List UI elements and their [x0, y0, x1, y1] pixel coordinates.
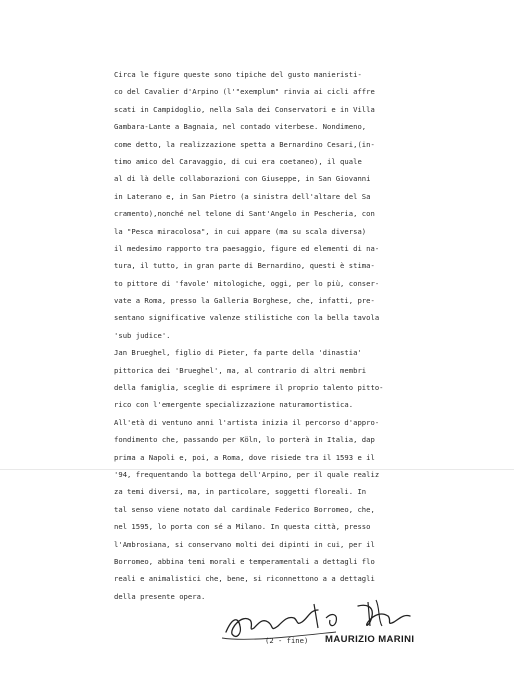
text-line: scati in Campidoglio, nella Sala dei Conservatori e in Villa [114, 104, 375, 114]
text-line: Gambara-Lante a Bagnaia, nel contado viterbese. Nondimeno, [114, 122, 367, 132]
text-line: il medesimo rapporto tra paesaggio, figure ed elementi di na- [114, 243, 380, 253]
end-note: (2 - fine) [265, 636, 309, 645]
text-line: to pittore di 'favole' mitologiche, oggi, per lo più, conser- [114, 278, 380, 288]
text-line: della famiglia, sceglie di esprimere il proprio talento pitto- [114, 383, 384, 393]
text-line: fondimento che, passando per Köln, lo porterà in Italia, dap [114, 435, 375, 445]
text-line: cramento),nonché nel telone di Sant'Angelo in Pescheria, con [114, 209, 375, 219]
text-line: della presente opera. [114, 591, 206, 601]
text-line: 'sub judice'. [114, 330, 171, 340]
author-name: MAURIZIO MARINI [325, 634, 415, 645]
text-line: Borromeo, abbina temi morali e temperamentali a dettagli flo [114, 556, 375, 566]
text-line: in Laterano e, in San Pietro (a sinistra dell'altare del Sa [114, 191, 371, 201]
text-line: reali e animalistici che, bene, si riconnettono a a dettagli [114, 574, 375, 584]
text-line: sentano significative valenze stilistiche con la bella tavola [114, 313, 380, 323]
text-line: Jan Brueghel, figlio di Pieter, fa parte della 'dinastia' [114, 348, 362, 358]
text-line: l'Ambrosiana, si conservano molti dei dipinti in cui, per il [114, 539, 375, 549]
text-line: vate a Roma, presso la Galleria Borghese, che, infatti, pre- [114, 296, 375, 306]
text-line: Circa le figure queste sono tipiche del gusto manieristi- [114, 70, 362, 79]
text-line: pittorica dei 'Brueghel', ma, al contrario di altri membri [114, 365, 367, 375]
text-line: al di là delle collaborazioni con Giuseppe, in San Giovanni [114, 174, 371, 184]
document-body [114, 66, 454, 605]
signature-icon [218, 596, 458, 656]
text-line: la "Pesca miracolosa", in cui appare (ma su scala diversa) [114, 226, 367, 236]
handwritten-signature [218, 596, 458, 656]
text-line: '94, frequentando la bottega dell'Arpino, per il quale realiz [114, 469, 380, 479]
text-line: nel 1595, lo porta con sé a Milano. In questa città, presso [114, 522, 371, 532]
text-line: timo amico del Caravaggio, di cui era coetaneo), il quale [114, 156, 362, 166]
text-line: za temi diversi, ma, in particolare, soggetti floreali. In [114, 487, 367, 497]
text-line: rico con l'emergente specializzazione naturamortistica. [114, 400, 354, 410]
text-line: tal senso viene notato dal cardinale Federico Borromeo, che, [114, 504, 375, 514]
text-line: tura, il tutto, in gran parte di Bernardino, questi è stima- [114, 261, 375, 271]
text-line: come detto, la realizzazione spetta a Bernardino Cesari,(in- [114, 139, 375, 149]
text-line: All'età di ventuno anni l'artista inizia il percorso d'appro- [114, 417, 380, 427]
text-line: co del Cavalier d'Arpino (l'"exemplum" rinvia ai cicli affre [114, 87, 375, 97]
text-line: prima a Napoli e, poi, a Roma, dove risiede tra il 1593 e il [114, 452, 375, 462]
